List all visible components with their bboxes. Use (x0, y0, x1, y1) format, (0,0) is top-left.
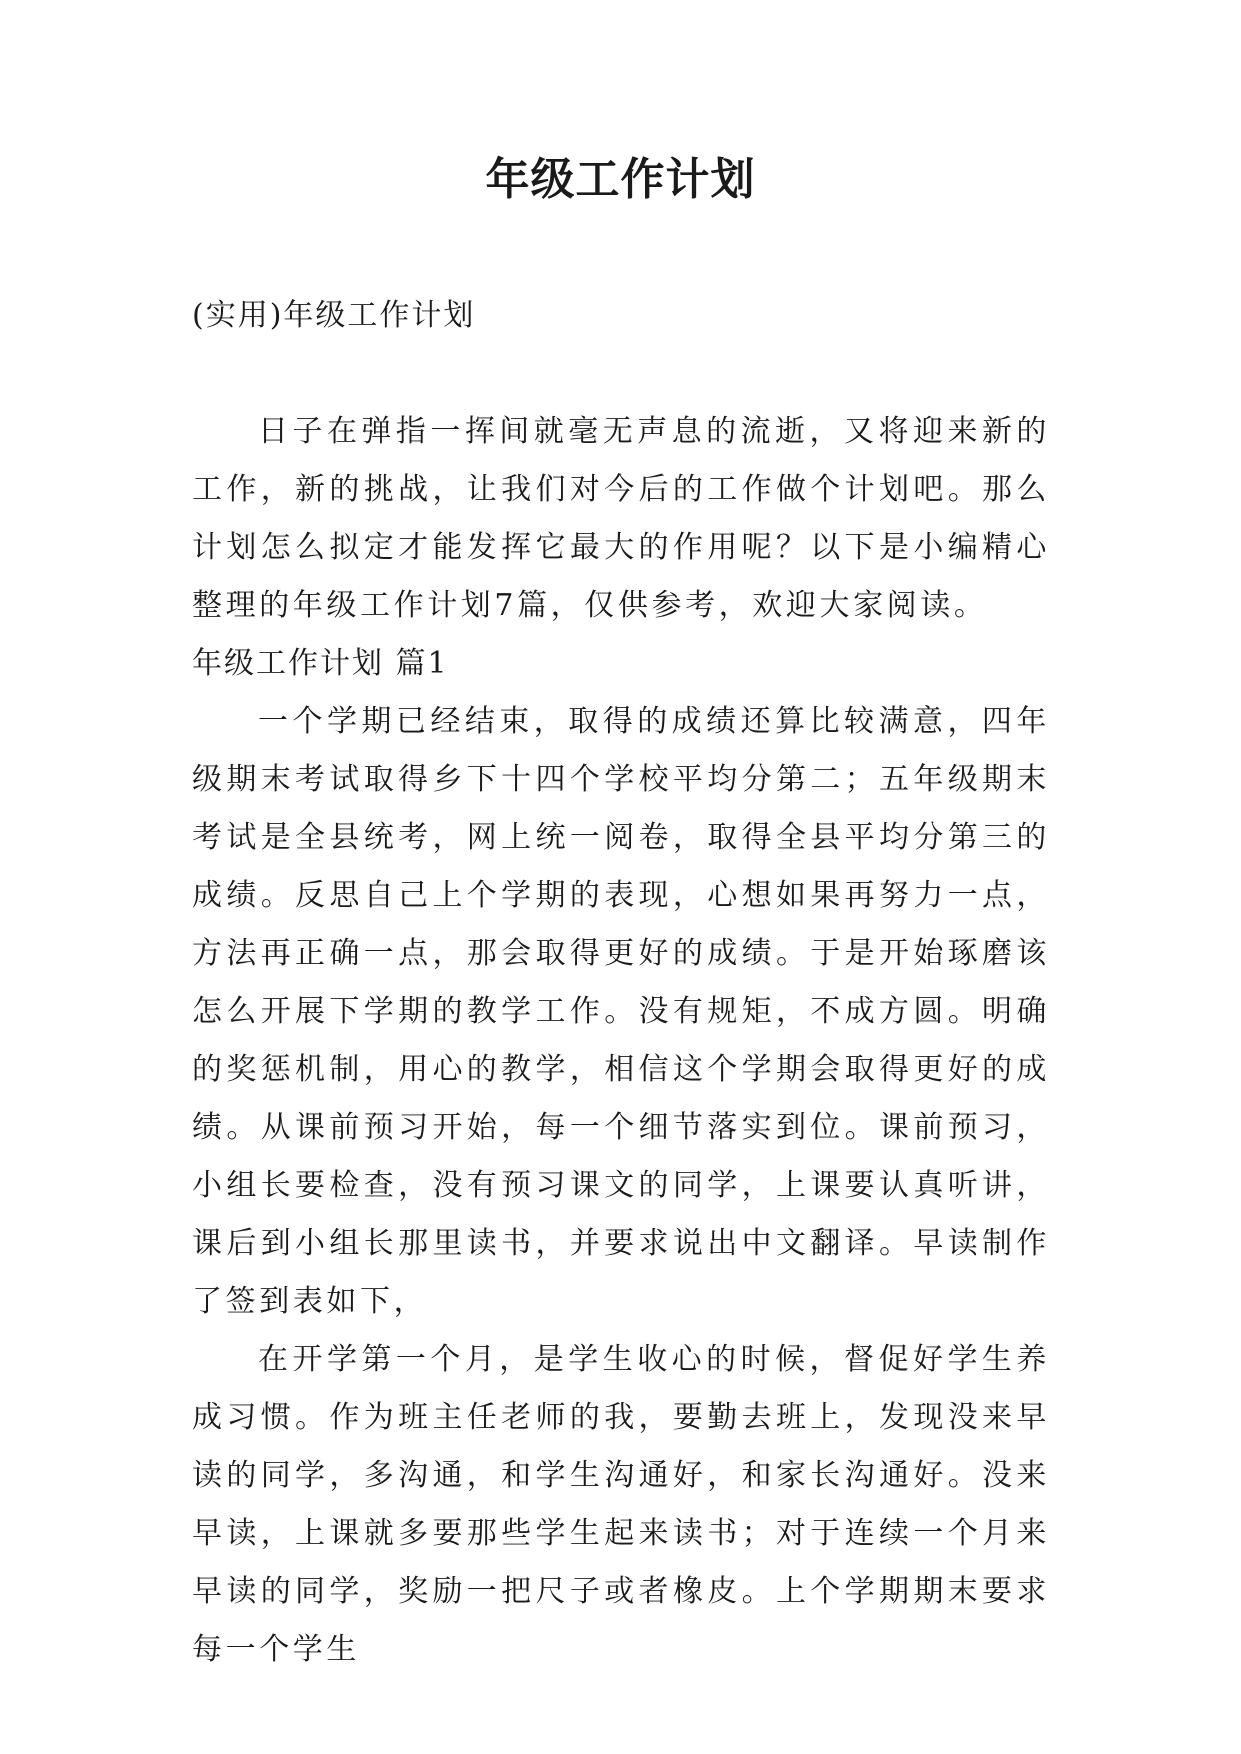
section-heading: 年级工作计划 篇1 (192, 646, 449, 681)
document-subtitle: (实用)年级工作计划 (192, 298, 476, 333)
body-paragraph: 在开学第一个月，是学生收心的时候，督促好学生养成习惯。作为班主任老师的我，要勤去班上，发现没来早读的同学，多沟通，和学生沟通好，和家长沟通好。没来早读，上课就多要那些学生起来读书；对于连续一个月来早读的同学，奖励一把尺子或者橡皮。上个学期期末要求每一个学生 (192, 1342, 1050, 1667)
document-body (192, 403, 1050, 1679)
intro-paragraph: 日子在弹指一挥间就毫无声息的流逝，又将迎来新的工作，新的挑战，让我们对今后的工作做个计划吧。那么计划怎么拟定才能发挥它最大的作用呢？以下是小编精心整理的年级工作计划7篇，仅供参考，欢迎大家阅读。 (192, 414, 1050, 623)
document-title: 年级工作计划 (485, 154, 756, 205)
body-paragraph: 一个学期已经结束，取得的成绩还算比较满意，四年级期末考试取得乡下十四个学校平均分第二；五年级期末考试是全县统考，网上统一阅卷，取得全县平均分第三的成绩。反思自己上个学期的表现，心想如果再努力一点，方法再正确一点，那会取得更好的成绩。于是开始琢磨该怎么开展下学期的教学工作。没有规矩，不成方圆。明确的奖惩机制，用心的教学，相信这个学期会取得更好的成绩。从课前预习开始，每一个细节落实到位。课前预习，小组长要检查，没有预习课文的同学，上课要认真听讲，课后到小组长那里读书，并要求说出中文翻译。早读制作了签到表如下， (192, 704, 1050, 1319)
